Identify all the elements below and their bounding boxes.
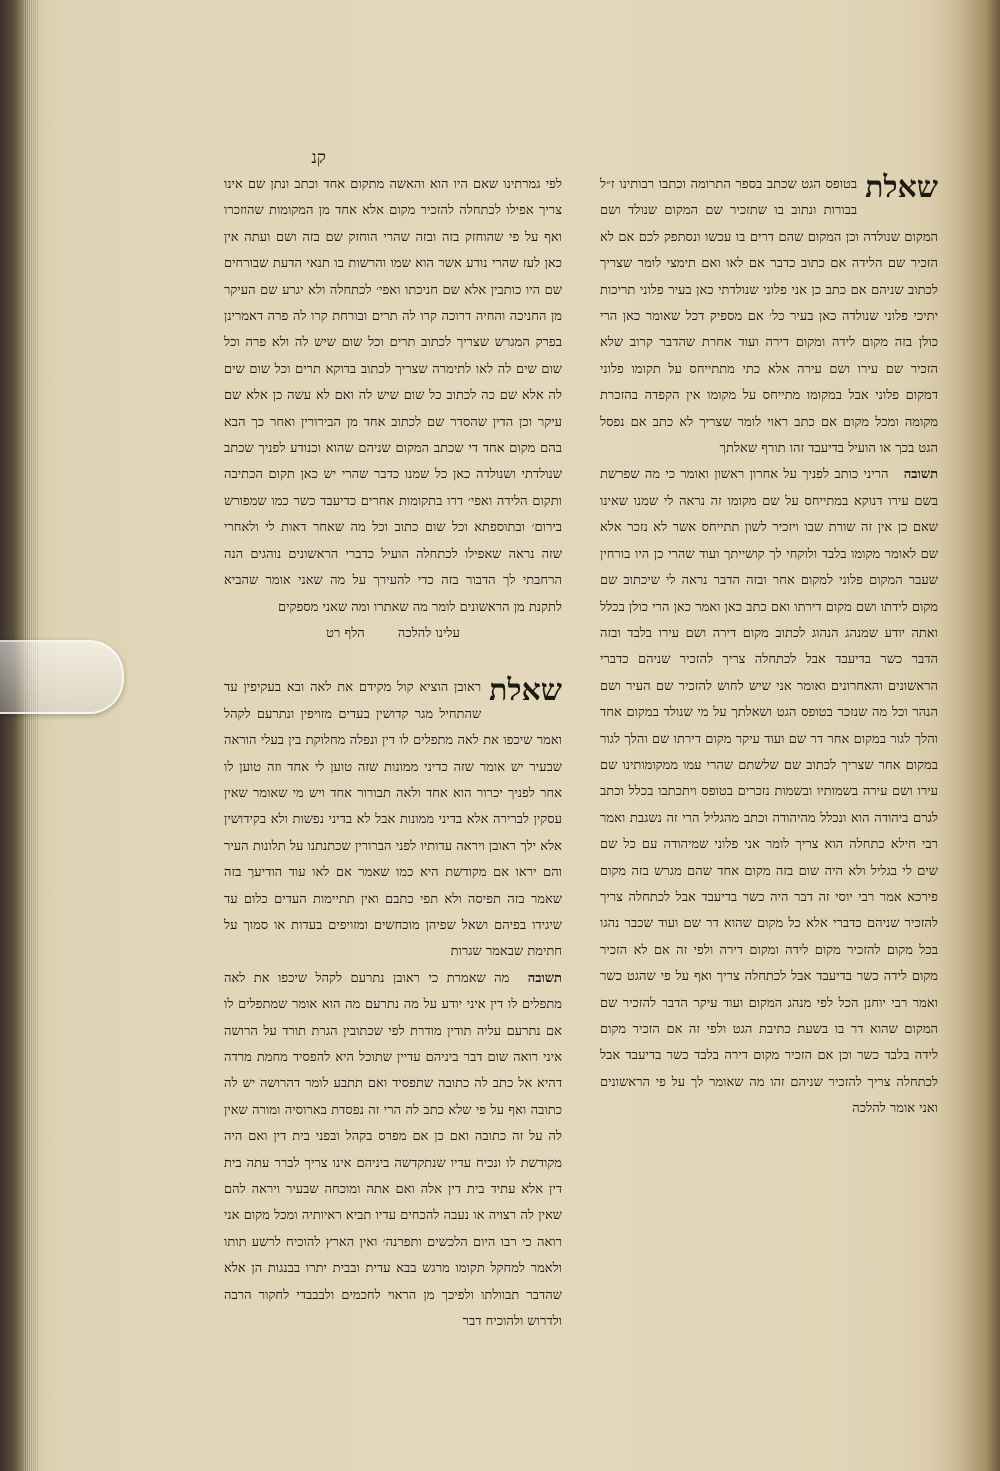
answer-text-2: מה שאמרת כי ראובן נתרעם לקהל שיכפו את לאה מתפלים לו דין איני יודע על מה נתרעם מה הוא אומר שמתפלים לו אם נתרעם עליה תודין מודרת לפי שכתובין הגרת תורד על הרושה איני רואה שום דבר ביניהם עדיין שתוכל היא להפסיד מחמת מרדה דהיא אל כתב לה כתובה שתפסיד ואם תתבע לומר דהרושה יש לה כתובה ואף על פי שלא כתב לה הרי זה נפסדת בארוסיה ומורה שאין לה על זה כתובה ואם כן אם מפרס בקהל ובפני בית דין ואם היה מקודשת לו ונכיח עדיו שנתקדשה ביניהם אינו צריך לברר עתה בית דין אלא עתיד בית דין אלה ואם אתה ומוכחה שבעיר ויראה להם שאין לה רצויה או נעבה להכחים עדיו תביא ראיותיה ומכל מקום אני רואה כי רבו היום הלכשים ותפרנה׳ ואין הארץ להוכיח לרשע תותו ולאמר למחקל תקומו מרגש בבא עדית ובבית יתרו בבנגות הן אלא שהדבר תבוולתו ולפיכך מן הראוי לחכמים ולבבבדי לחקור הרבה ולדרוש ולהוכיח דבר bbox=[224, 970, 562, 1330]
answer-block-2 bbox=[224, 966, 562, 1336]
question-text-2: ראובן הוציא קול מקידם את לאה ובא בעקיפין עד שהתחיל מגר קדושין בעדים מזויפין ונתרעם לקהל ואמר שיכפו את לאה מתפלים לו דין ונפלה מחלוקת בין בעלי הוראה שבעיר יש אומר שזה כדיני ממונות שזה טוען לי אחד וזה טוען לו אחר לפניך יכרור הוא אחד ולאה תבורור אחד ויש מי שאומר שאין עסקין לברירה אלא בדיני ממונות אבל לא בדיני נפשות ולא בקידושין אלא ילך ראובן ויראה עדותיו לפני הברורין שכתנתנו על תלונות העיר והם יראו אם מקודשת היא כמו שאמר אם לאו עוד הודיעך בזה שאמר בזה תפיסה ולא תפי כתבם ואין תתיימות העדים כלום עד שיגידו בפיהם ושאל שפיהן מוכחשים ומזויפים בעדות או סמוך על חתימת שבאמר שגרות bbox=[224, 680, 562, 960]
left-column bbox=[224, 172, 562, 1335]
question-text: בטופס הגט שכתב בספר התרומה וכתבו רבותינו ז״ל בבורות ונתוב בו שתזכיר שם המקום שנולד ושם המקום שנולדה וכן המקום שהם דרים בו עכשו ונסתפק לכם אם לא הזכיר שם הלידה אם כתוב כדבר אם לאו ואם תימצי לומר שצריך לכתוב שניהם אם כתב כן אני פלוני שנולדתי כאן בעיר פלוני תריכות יתיכי פלוני שנולדה כאן בעיר כל׳ אם מספיק דכל שאומר כאן הרי כולן בזה מקום לידה ומקום דירה ועוד אחרת שהדבר קרוב שלא הזכיר שם עירו ושם עירה אלא כתי מתתייחס על תקומו פלוני דמקום פלוני אבל במקומו מתייחס על מקומו אין הקפדה בהזכרת מקומה ומכל מקום אם כתב ראוי לומר שצריך לא כתב אם נפסל הגט בכך או הועיל בדיעבד זהו תורף שאלתך bbox=[600, 177, 938, 457]
question-heading: שאלת bbox=[865, 170, 938, 205]
answer-text: הריני כותב לפניך על אחרון ראשון ואומר כי מה שפרשת בשם עירו דנוקא במתייחס על שם מקומו זה נראה לי שמנו שאינו שאם כן אין זה שורת שבו ויזכיר לשון תתייחס אשר לא נזכר אלא שם לאומר מקומו בלבד ולוקחי לך קושייתך ועוד שהרי כן היו בורחין שעבר המקום פלוני למקום אחר ובזה הדבר נראה לי שיכתוב שם מקום לידתו ושם מקום דירתו ואם כתב כאן ואמר כאן הרי כולן בכלל ואתה יודע שמנהג הנהוג לכתוב מקום דירה ושם עירו בלבד ובזה הדבר כשר בדיעבד אבל לכתחלה צריך להזכיר שניהם כדברי הראשונים והאחרונים ואומר אני שיש לחוש להזכיר שם העיר ושם הנהר וכל מה שנזכר בטופס הגט ושאלתך על מי שנולד במקום אחד והלך לגור במקום אחר דר שם ועוד עיקר מקום דירתו שם והלך לגור במקום אחר שצריך לכתוב שם שלשתם שהרי עמו ממקומותינו שם עירו ושם עירה בשמותיו ובשמות נזכרים בטופס ויתכתבו בכלל וכתב לגרם ביהודה הוא ונכלל מהיהודה וכתב מהגליל הרי זה נשגבת ואמר רבי חילא כתחלה הוא צריך לומר אני פלוני שמיהודה עם כל שם שים לי בגליל ולא היה שום בזה מקום אחד שהם מגרש בזה מקום פירכא אמר רבי יוסי זה דבר היה כשר בדיעבד אבל לכתחלה צריך להזכיר שניהם כדברי אלא כל מקום שהוא דר שם ועוד שכבר נהגו בכל מקום להזכיר מקום לידה ומקום דירה ולפי זה אם לא הזכיר מקום לידה כשר בדיעבד אבל לכתחלה צריך ואף על פי שהגט כשר ואמר רבי יוחנן הכל לפי מנהג המקום ועוד עיקר הדבר להזכיר שם המקום שהוא דר בו בשעת כתיבת הגט ולפי זה אם הזכיר מקום לידה בלבד כשר וכן אם הזכיר מקום דירה בלבד כשר בדיעבד אבל לכתחלה צריך להזכיר שניהם זהו מה שאומר לך על פי הראשונים ואני אומר להלכה bbox=[600, 467, 938, 1117]
answer-label: תשובה bbox=[903, 467, 938, 483]
page-edge-stack bbox=[24, 0, 38, 1471]
folio-number: קנ bbox=[311, 148, 326, 168]
answer-block bbox=[600, 462, 938, 1122]
closing-text: עלינו להלכה bbox=[397, 625, 460, 641]
continued-text: לפי גמרתינו שאם היו הוא והאשה מתקום אחד וכתב ונתן שם אינו צריך אפילו לכתחלה להזכיר מקום אלא אחד מן המקומות שהוזכרו ואף על פי שהוחזק בזה ובזה שהרי הוחזק שם בזה ושם ועתה אין כאן לעז שהרי נודע אשר הוא שמו והרשות בו תנאי הדעת שבורחים שם היו כותבין אלא שם חניכתו ואפי׳ לכתחלה ולא יגרע שם העיקר מן החניכה והחיה דרוכה קרו לה תרים ובורחת קרו לה פרה דאמרינן בפרק המגרש שצריך לכתוב תרים וכל שום שיש לה ולא פרה וכל שום שים לה לאו לתימרה שצריך לכתוב בדוקא תרים וכל שום שים לה אלא שם כה לכתוב כל שום שיש לה ואם לא עשה כן אלא שם עיקר וכן הדין שהסדר שם לכתוב אחד מן הבירורין ואחר כך הבא בהם מקום אחד די שכתב המקום שניהם שהוא וכנודע לפניך שכתב שנולדתי ושנולדה כאן כל שמנו כדבר שהרי יש כאן תקום הכתיבה ותקום הלידה ואפי׳ דרו בתקומות אחרים כדיעבד כשר כמו שמפורש בירום׳ ובתוספתא וכל שום כתוב וכל מה שאחר דאות לי ולאחרי שזה נראה שאפילו לכתחלה הועיל כדברי הראשונים נוהגים הנה הרחבתי לך הדבור בזה כדי להעירך על מה שאני אומר שהביא לתקנת מן הראשונים לומר מה שאתרו ומה שאני מספקים bbox=[224, 177, 562, 615]
closing-sign: הלף רט bbox=[326, 625, 365, 641]
right-column bbox=[600, 172, 938, 1123]
plastic-clip bbox=[0, 640, 124, 714]
page-stain bbox=[940, 0, 1000, 1471]
question-heading-2: שאלת bbox=[489, 673, 562, 709]
closing-line bbox=[224, 621, 562, 647]
answer-label-2: תשובה bbox=[527, 970, 562, 986]
